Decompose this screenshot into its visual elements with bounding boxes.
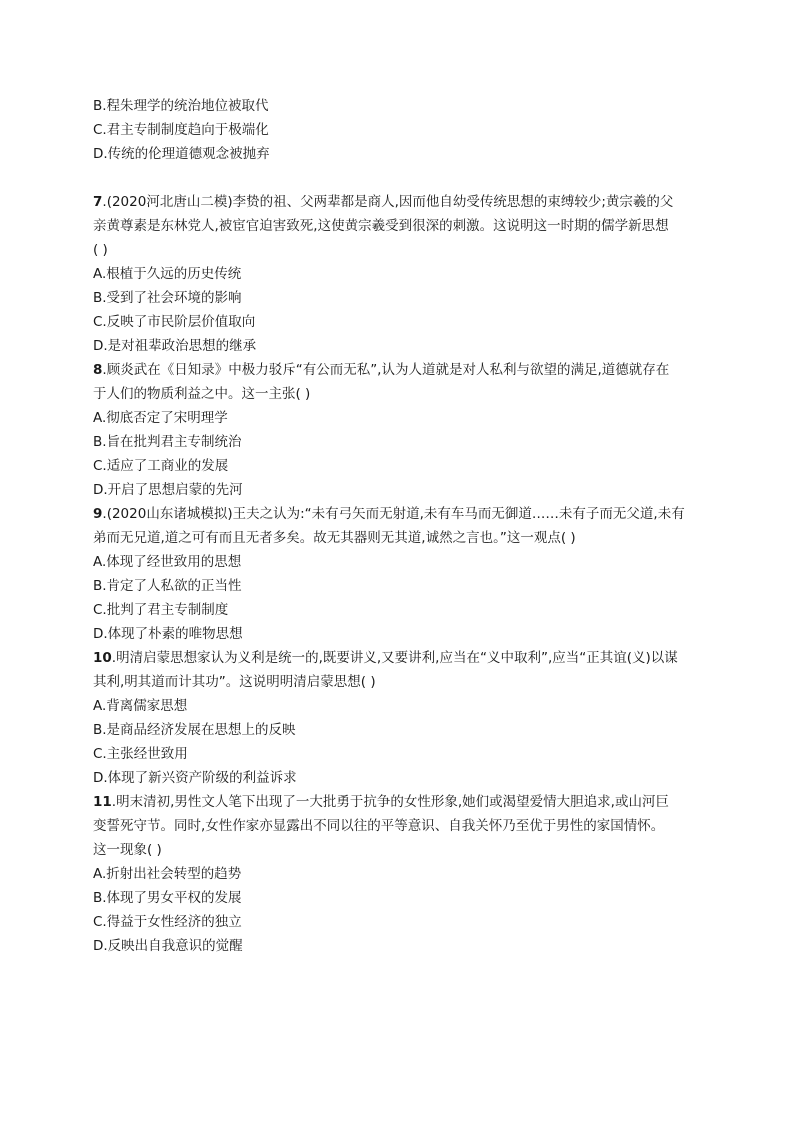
q8-number: 8 [93,362,103,378]
q10-stem-text1: .明清启蒙思想家认为义利是统一的,既要讲义,又要讲利,应当在“义中取利”,应当“正其谊(义)以谋 [111,650,678,666]
q10-option-d: D.体现了新兴资产阶级的利益诉求 [93,770,297,786]
q7-answer-blank: ( ) [93,242,108,258]
q8-option-b: B.旨在批判君主专制统治 [93,434,242,450]
q8-option-a: A.彻底否定了宋明理学 [93,410,228,426]
q10-stem-line2: 其利,明其道而计其功”。这说明明清启蒙思想( ) [93,674,376,690]
q11-stem-text1: .明末清初,男性文人笔下出现了一大批勇于抗争的女性形象,她们或渴望爱情大胆追求,或山河巨 [111,794,669,810]
q11-stem-line3: 这一现象( ) [93,842,162,858]
q7-stem-text1: .(2020河北唐山二模)李贽的祖、父两辈都是商人,因而他自幼受传统思想的束缚较少;黄宗羲的父 [102,194,674,210]
q9-number: 9 [93,506,103,522]
q6-option-d: D.传统的伦理道德观念被抛弃 [93,146,270,162]
q6-option-b: B.程朱理学的统治地位被取代 [93,98,269,114]
q6-option-c: C.君主专制制度趋向于极端化 [93,122,269,138]
q7-stem-line1 [93,193,673,211]
q7-option-a: A.根植于久远的历史传统 [93,266,242,282]
q8-stem-text1: .顾炎武在《日知录》中极力驳斥“有公而无私”,认为人道就是对人私利与欲望的满足,道德就存在 [102,362,670,378]
q11-number: 11 [93,794,112,810]
q9-option-a: A.体现了经世致用的思想 [93,554,242,570]
q11-option-c: C.得益于女性经济的独立 [93,914,242,930]
q11-option-d: D.反映出自我意识的觉醒 [93,938,243,954]
q8-stem-line2: 于人们的物质利益之中。这一主张( ) [93,386,311,402]
q7-option-d: D.是对祖辈政治思想的继承 [93,338,257,354]
q8-stem-line1 [93,361,669,379]
q9-stem-text1: .(2020山东诸城模拟)王夫之认为:“未有弓矢而无射道,未有车马而无御道……未有子而无父道,未有 [102,506,685,522]
q10-option-c: C.主张经世致用 [93,746,188,762]
q10-option-b: B.是商品经济发展在思想上的反映 [93,722,296,738]
q9-option-c: C.批判了君主专制制度 [93,602,229,618]
q10-stem-line1 [93,649,678,667]
q11-stem-line1 [93,793,669,811]
q9-stem-line2: 弟而无兄道,道之可有而且无者多矣。故无其器则无其道,诚然之言也。”这一观点( ) [93,530,576,546]
q9-option-d: D.体现了朴素的唯物思想 [93,626,243,642]
q11-option-a: A.折射出社会转型的趋势 [93,866,242,882]
q7-option-b: B.受到了社会环境的影响 [93,290,242,306]
q7-stem-line2: 亲黄尊素是东林党人,被宦官迫害致死,这使黄宗羲受到很深的刺激。这说明这一时期的儒学新思想 [93,218,669,234]
q7-number: 7 [93,194,103,210]
q11-option-b: B.体现了男女平权的发展 [93,890,242,906]
q9-option-b: B.肯定了人私欲的正当性 [93,578,242,594]
q8-option-d: D.开启了思想启蒙的先河 [93,482,243,498]
q10-number: 10 [93,650,112,666]
q9-stem-line1 [93,505,685,523]
q7-option-c: C.反映了市民阶层价值取向 [93,314,256,330]
q11-stem-line2: 变誓死守节。同时,女性作家亦显露出不同以往的平等意识、自我关怀乃至优于男性的家国情怀。 [93,818,665,834]
q10-option-a: A.背离儒家思想 [93,698,188,714]
q8-option-c: C.适应了工商业的发展 [93,458,229,474]
